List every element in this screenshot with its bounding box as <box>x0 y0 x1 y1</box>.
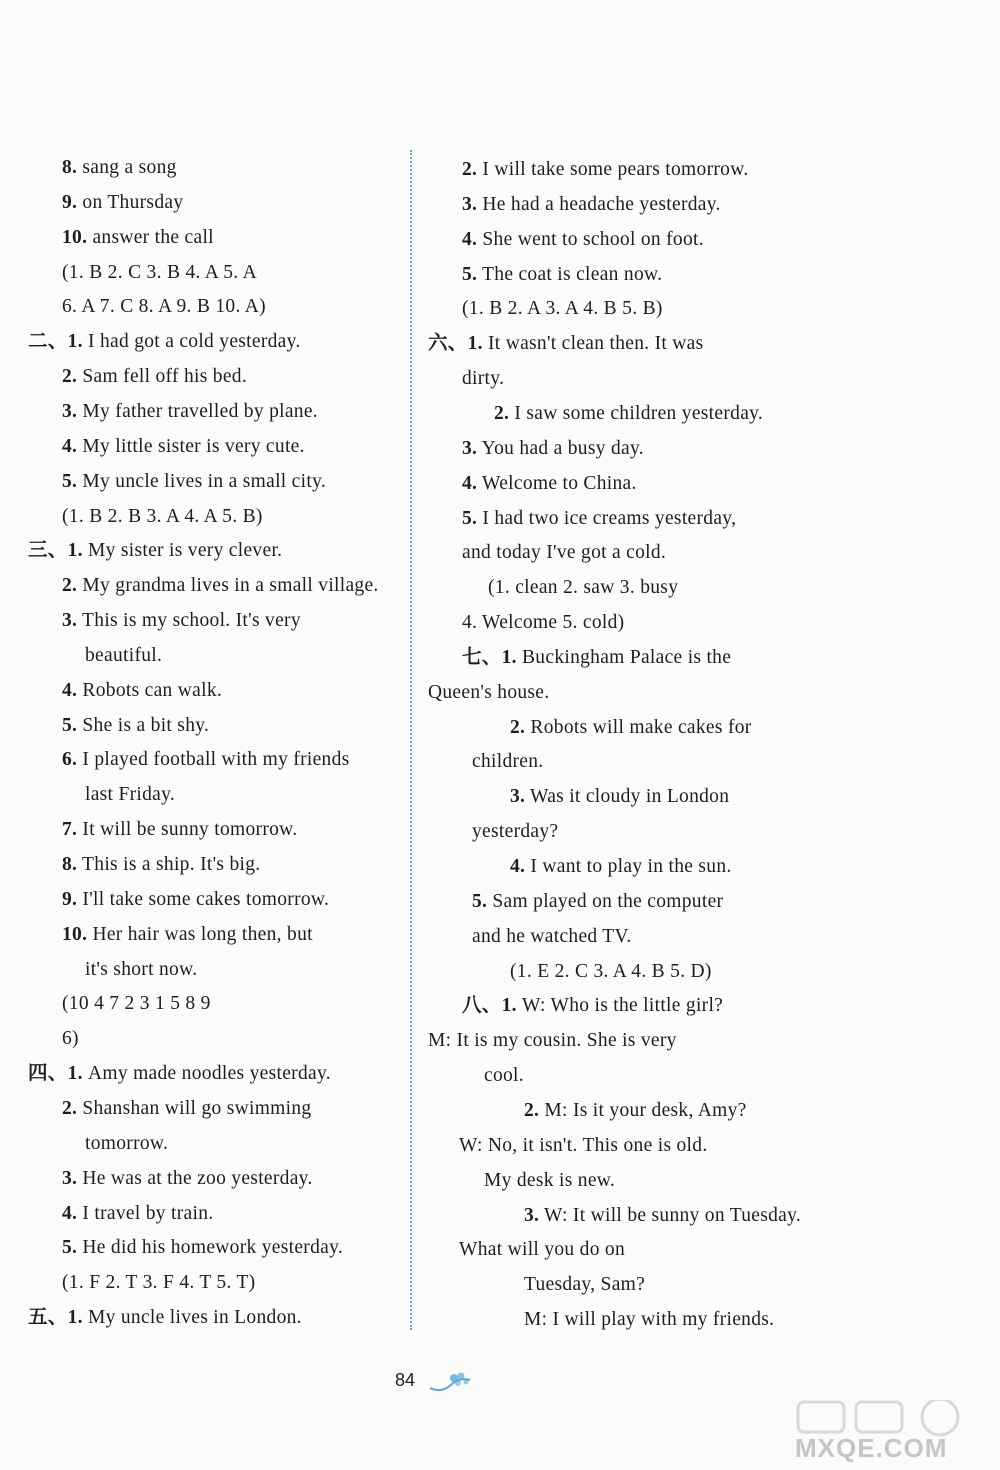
right-answer-line <box>472 820 558 844</box>
left-answer-line <box>62 748 350 772</box>
right-answer-line <box>462 297 663 321</box>
answer-text: Her hair was long then, but <box>87 923 313 945</box>
question-number: 二、1. <box>28 331 83 353</box>
answer-text: It wasn't clean then. It was <box>482 333 704 355</box>
answer-text: (10 4 7 2 3 1 5 8 9 <box>62 993 211 1015</box>
question-number: 3. <box>62 400 78 422</box>
answer-text: (1. B 2. A 3. A 4. B 5. B) <box>462 298 663 320</box>
right-answer-line <box>510 785 729 809</box>
left-answer-line <box>85 783 175 807</box>
right-answer-line <box>510 855 732 879</box>
right-answer-line <box>462 367 504 391</box>
left-answer-line <box>62 679 222 703</box>
question-number: 3. <box>62 610 78 632</box>
question-number: 5. <box>462 263 478 285</box>
answer-text: Was it cloudy in London <box>525 786 730 808</box>
left-answer-line <box>62 505 263 529</box>
question-number: 2. <box>524 1099 540 1121</box>
question-number: 4. <box>62 1202 78 1224</box>
question-number: 3. <box>524 1204 540 1226</box>
right-answer-line <box>459 1238 625 1262</box>
right-answer-line <box>462 646 731 670</box>
right-answer-line <box>472 750 543 774</box>
answer-text: children. <box>472 751 544 773</box>
left-answer-line <box>62 1027 79 1051</box>
left-answer-line <box>62 400 318 424</box>
question-number: 七、1. <box>462 646 517 668</box>
left-answer-line <box>62 1097 311 1121</box>
answer-text: The coat is clean now. <box>477 263 663 285</box>
answer-text: He did his homework yesterday. <box>77 1237 344 1259</box>
answer-text: (1. B 2. C 3. B 4. A 5. A <box>62 261 257 283</box>
right-answer-line <box>472 890 723 914</box>
right-answer-line <box>510 716 752 740</box>
right-answer-line <box>484 1064 524 1088</box>
answer-text: I will take some pears tomorrow. <box>477 159 749 180</box>
left-answer-line <box>62 1236 343 1260</box>
answer-text: (1. clean 2. saw 3. busy <box>488 577 679 599</box>
right-answer-line <box>494 402 763 426</box>
right-answer-line <box>428 332 704 356</box>
answer-text: My sister is very clever. <box>82 540 283 562</box>
left-answer-line <box>62 923 313 947</box>
column-divider <box>410 150 412 1330</box>
right-answer-line <box>462 994 723 1018</box>
right-answer-line <box>524 1204 801 1228</box>
question-number: 5. <box>62 714 78 736</box>
left-answer-line <box>62 470 326 494</box>
question-number: 四、1. <box>28 1063 83 1085</box>
answer-text: Sam played on the computer <box>487 890 724 912</box>
answer-text: Amy made noodles yesterday. <box>82 1063 331 1085</box>
answer-text: tomorrow. <box>85 1132 169 1154</box>
question-number: 五、1. <box>28 1307 83 1329</box>
question-number: 10. <box>62 226 88 248</box>
answer-text: cool. <box>484 1065 524 1087</box>
left-answer-line <box>28 539 282 563</box>
answer-text: W: No, it isn't. This one is old. <box>459 1134 708 1156</box>
question-number: 2. <box>510 716 526 738</box>
question-number: 3. <box>510 786 526 808</box>
question-number: 2. <box>62 575 78 597</box>
left-answer-line <box>62 1202 213 1226</box>
answer-text: This is my school. It's very <box>77 610 301 632</box>
left-answer-line <box>62 818 297 842</box>
question-number: 3. <box>62 1167 78 1189</box>
right-answer-line <box>484 1169 615 1193</box>
question-number: 7. <box>62 819 78 841</box>
question-number: 六、1. <box>428 333 483 355</box>
right-answer-line <box>472 925 632 949</box>
left-answer-line <box>28 330 301 354</box>
answer-text: Tuesday, Sam? <box>524 1274 646 1296</box>
answer-text: I played football with my friends <box>77 749 350 771</box>
left-answer-line <box>28 1306 302 1330</box>
answer-text: M: Is it your desk, Amy? <box>539 1099 747 1121</box>
question-number: 2. <box>62 366 78 388</box>
left-answer-line <box>62 574 379 598</box>
flower-ornament-icon <box>428 1370 472 1394</box>
answer-text: last Friday. <box>85 784 176 806</box>
answer-text: Shanshan will go swimming <box>77 1097 312 1119</box>
question-number: 5. <box>472 890 488 912</box>
left-answer-line <box>62 992 211 1016</box>
answer-text: dirty. <box>462 368 505 390</box>
answer-text: 4. Welcome 5. cold) <box>462 612 625 634</box>
question-number: 8. <box>62 854 78 875</box>
left-answer-line <box>62 295 266 319</box>
answer-text: it's short now. <box>85 958 198 980</box>
answer-text: on Thursday <box>77 191 184 213</box>
answer-text: I saw some children yesterday. <box>509 402 764 424</box>
answer-text: 6. A 7. C 8. A 9. B 10. A) <box>62 296 266 318</box>
question-number: 八、1. <box>462 995 517 1017</box>
right-answer-line <box>488 576 678 600</box>
answer-text: You had a busy day. <box>477 437 644 459</box>
left-answer-line <box>62 226 214 250</box>
right-answer-line <box>462 158 749 182</box>
answer-text: Sam fell off his bed. <box>77 366 248 388</box>
answer-text: My father travelled by plane. <box>77 400 318 422</box>
right-answer-line <box>462 541 666 565</box>
right-answer-line <box>462 437 644 461</box>
right-answer-line <box>462 228 704 252</box>
right-answer-line <box>459 1134 708 1158</box>
question-number: 5. <box>462 507 478 529</box>
left-answer-line <box>62 435 305 459</box>
answer-text: She went to school on foot. <box>477 228 704 250</box>
answer-text: W: It will be sunny on Tuesday. <box>539 1204 802 1226</box>
answer-text: and he watched TV. <box>472 925 632 947</box>
answer-text: 6) <box>62 1028 79 1050</box>
question-number: 三、1. <box>28 540 83 562</box>
question-number: 2. <box>462 159 478 180</box>
answer-text: yesterday? <box>472 821 559 843</box>
watermark-text: MXQE.COM <box>795 1433 948 1463</box>
answer-text: I'll take some cakes tomorrow. <box>77 888 330 910</box>
answer-text: (1. F 2. T 3. F 4. T 5. T) <box>62 1272 256 1294</box>
answer-text: He had a headache yesterday. <box>477 193 721 215</box>
answer-text: I had got a cold yesterday. <box>82 331 301 353</box>
answer-text: I want to play in the sun. <box>525 856 732 877</box>
question-number: 5. <box>62 1237 78 1259</box>
left-answer-line <box>62 156 177 180</box>
question-number: 10. <box>62 923 88 945</box>
answer-text: I travel by train. <box>77 1202 214 1224</box>
left-answer-line <box>62 888 329 912</box>
answer-text: Buckingham Palace is the <box>516 646 732 668</box>
page-number: 84 <box>395 1370 416 1390</box>
right-answer-line <box>524 1273 645 1297</box>
left-answer-line <box>62 191 183 215</box>
left-answer-line <box>62 365 247 389</box>
left-answer-line <box>62 1271 255 1295</box>
answer-text: My uncle lives in London. <box>82 1307 302 1329</box>
question-number: 9. <box>62 888 78 910</box>
question-number: 6. <box>62 749 78 771</box>
answer-text: M: It is my cousin. She is very <box>428 1030 677 1052</box>
answer-text: Robots will make cakes for <box>525 716 752 738</box>
answer-text: My desk is new. <box>484 1169 616 1191</box>
answer-text: My grandma lives in a small village. <box>77 575 379 597</box>
question-number: 4. <box>62 679 78 701</box>
right-answer-line <box>524 1099 747 1123</box>
left-answer-line <box>28 1062 331 1086</box>
answer-text: Robots can walk. <box>77 679 223 701</box>
left-answer-line <box>85 1132 168 1156</box>
answer-text: beautiful. <box>85 644 163 666</box>
answer-text: My little sister is very cute. <box>77 435 305 457</box>
right-answer-line <box>510 960 712 984</box>
question-number: 2. <box>494 402 510 424</box>
answer-text: I had two ice creams yesterday, <box>477 507 737 529</box>
right-answer-line <box>462 507 736 531</box>
answer-text: Welcome to China. <box>477 472 637 494</box>
answer-text: and today I've got a cold. <box>462 542 667 564</box>
question-number: 4. <box>462 228 478 250</box>
question-number: 8. <box>62 157 78 178</box>
answer-text: (1. E 2. C 3. A 4. B 5. D) <box>510 960 712 982</box>
question-number: 5. <box>62 470 78 492</box>
answer-text: She is a bit shy. <box>77 714 210 736</box>
question-number: 4. <box>462 472 478 494</box>
answer-text: M: I will play with my friends. <box>524 1309 775 1331</box>
right-answer-line <box>462 611 624 635</box>
right-answer-line <box>524 1308 774 1332</box>
left-answer-line <box>85 644 162 668</box>
question-number: 4. <box>62 435 78 457</box>
answer-text: What will you do on <box>459 1239 626 1261</box>
answer-text: W: Who is the little girl? <box>516 995 724 1017</box>
answer-text: He was at the zoo yesterday. <box>77 1167 313 1189</box>
answer-text: It will be sunny tomorrow. <box>77 819 298 841</box>
right-answer-line <box>462 263 662 287</box>
answer-text: sang a song <box>77 157 177 178</box>
left-answer-line <box>62 1167 313 1191</box>
left-answer-line <box>62 853 260 877</box>
question-number: 3. <box>462 437 478 459</box>
left-answer-line <box>62 714 209 738</box>
answer-text: This is a ship. It's big. <box>77 854 261 875</box>
question-number: 9. <box>62 191 78 213</box>
right-answer-line <box>462 193 721 217</box>
left-answer-line <box>62 261 257 285</box>
answer-text: (1. B 2. B 3. A 4. A 5. B) <box>62 505 263 527</box>
question-number: 3. <box>462 193 478 215</box>
left-answer-line <box>85 958 197 982</box>
answer-text: answer the call <box>87 226 214 248</box>
right-answer-line <box>428 1029 677 1053</box>
question-number: 4. <box>510 856 526 877</box>
right-answer-line <box>428 681 549 705</box>
question-number: 2. <box>62 1097 78 1119</box>
answer-text: Queen's house. <box>428 681 550 703</box>
left-answer-line <box>62 609 301 633</box>
right-answer-line <box>462 472 637 496</box>
answer-text: My uncle lives in a small city. <box>77 470 327 492</box>
